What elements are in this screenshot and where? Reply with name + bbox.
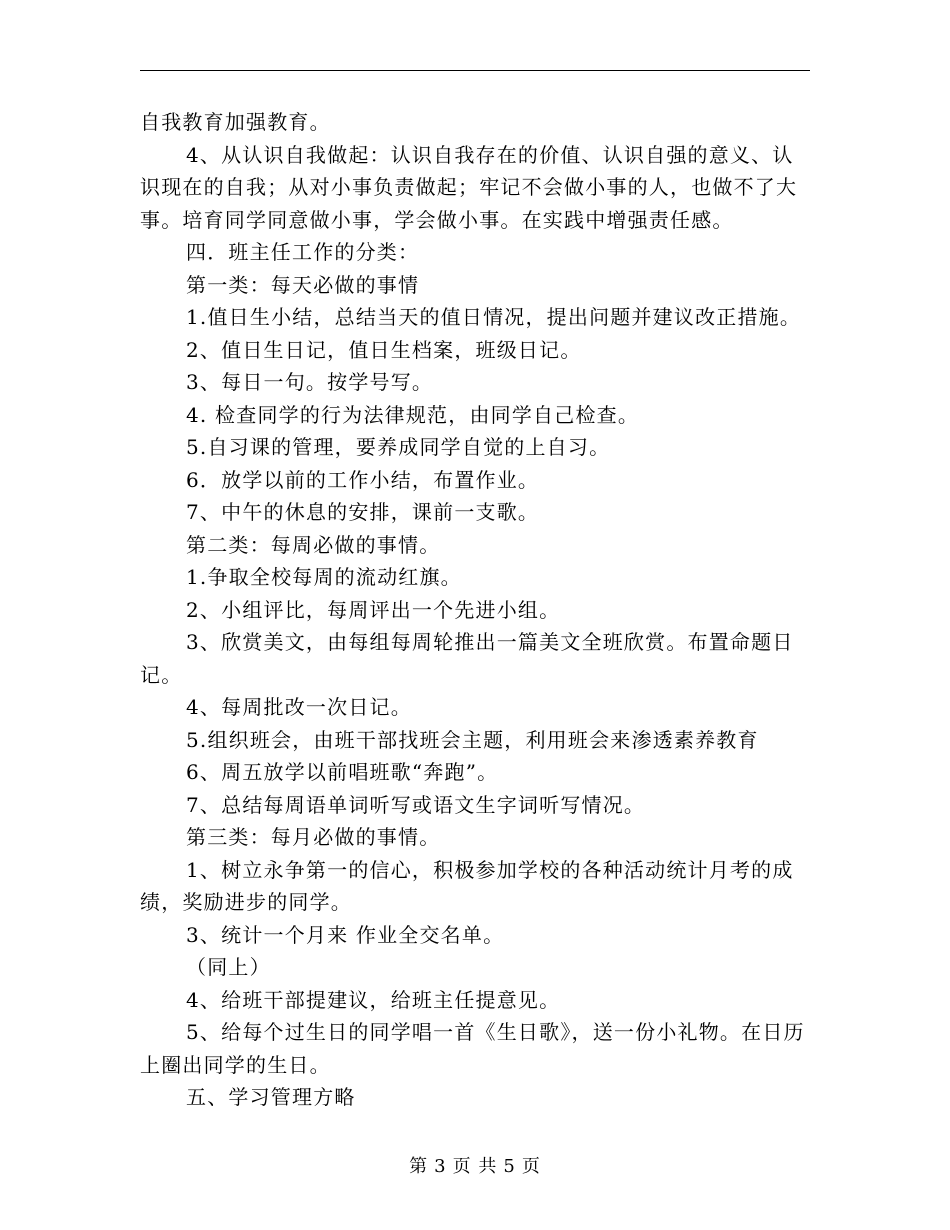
paragraph: 5、给每个过生日的同学唱一首《生日歌》，送一份小礼物。在日历上圈出同学的生日。	[140, 1020, 805, 1077]
paragraph: 5.组织班会，由班干部找班会主题，利用班会来渗透素养教育	[186, 727, 759, 752]
paragraph: 2、小组评比，每周评出一个先进小组。	[186, 597, 561, 622]
paragraph: 3、每日一句。按学号写。	[186, 370, 434, 394]
paragraph: 第二类：每周必做的事情。	[186, 532, 441, 557]
footer-total-pages: 5	[503, 1156, 516, 1177]
paragraph: 6．放学以前的工作小结，布置作业。	[186, 467, 540, 492]
paragraph: 4、给班干部提建议，给班主任提意见。	[186, 987, 561, 1012]
footer-page-number: 3	[434, 1156, 447, 1177]
paragraph: 2、值日生日记，值日生档案，班级日记。	[186, 337, 582, 362]
paragraph: 四．班主任工作的分类：	[186, 240, 420, 264]
footer-suffix: 页	[521, 1156, 541, 1177]
paragraph: 1.争取全校每周的流动红旗。	[186, 565, 462, 589]
paragraph: （同上）	[186, 955, 271, 979]
paragraph: 1.值日生小结，总结当天的值日情况，提出问题并建议改正措施。	[186, 305, 802, 329]
document-body	[140, 106, 812, 1114]
paragraph: 3、统计一个月来 作业全交名单。	[186, 922, 505, 947]
paragraph: 7、总结每周语单词听写或语文生字词听写情况。	[186, 792, 646, 817]
paragraph: 7、中午的休息的安排，课前一支歌。	[186, 500, 540, 524]
paragraph: 五、学习管理方略	[186, 1085, 356, 1109]
paragraph: 5.自习课的管理，要养成同学自觉的上自习。	[186, 435, 611, 459]
paragraph: 4、每周批改一次日记。	[186, 695, 412, 719]
paragraph: 6、周五放学以前唱班歌“奔跑”。	[186, 760, 499, 784]
paragraph: 4、从认识自我做起：认识自我存在的价值、认识自强的意义、认识现在的自我；从对小事负责做起；牢记不会做小事的人，也做不了大事。培育同学同意做小事，学会做小事。在实践中增强责任感。	[140, 142, 798, 232]
footer-prefix: 第	[409, 1156, 429, 1177]
footer-middle: 页 共	[452, 1156, 498, 1177]
paragraph: 4. 检查同学的行为法律规范，由同学自己检查。	[186, 402, 640, 427]
paragraph: 自我教育加强教育。	[140, 110, 331, 134]
header-rule	[140, 70, 810, 71]
paragraph: 1、树立永争第一的信心，积极参加学校的各种活动统计月考的成绩，奖励进步的同学。	[140, 857, 794, 914]
paragraph: 3、欣赏美文，由每组每周轮推出一篇美文全班欣赏。布置命题日记。	[140, 630, 794, 687]
paragraph: 第一类：每天必做的事情	[186, 272, 420, 297]
paragraph: 第三类：每月必做的事情。	[186, 825, 441, 849]
page-footer	[0, 1152, 950, 1178]
